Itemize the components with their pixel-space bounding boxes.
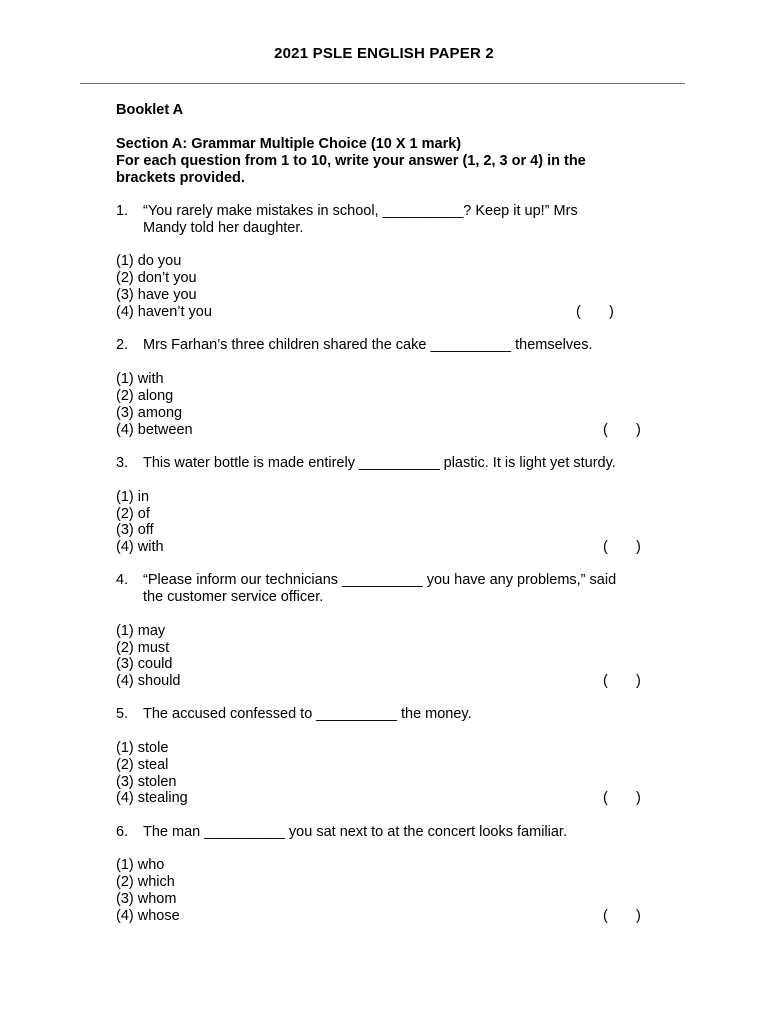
question-number: 4. xyxy=(116,572,129,588)
option-1: (1) who xyxy=(116,857,165,873)
option-4: (4) with xyxy=(116,539,164,555)
header-divider xyxy=(80,83,685,84)
question-text: “Please inform our technicians __________ you have any problems,” said xyxy=(143,572,617,588)
option-1: (1) do you xyxy=(116,253,182,269)
question-text: The man __________ you sat next to at the concert looks familiar. xyxy=(143,824,567,840)
option-2: (2) which xyxy=(116,874,175,890)
option-1: (1) with xyxy=(116,371,164,387)
question-text: “You rarely make mistakes in school, __________? Keep it up!” Mrs xyxy=(143,203,578,219)
option-2: (2) along xyxy=(116,388,174,404)
question-number: 6. xyxy=(116,824,129,840)
answer-bracket[interactable]: ( ) xyxy=(603,673,641,689)
section-instruction-cont: brackets provided. xyxy=(116,170,245,186)
question-number: 1. xyxy=(116,203,129,219)
answer-bracket[interactable]: ( ) xyxy=(603,790,641,806)
section-heading: Section A: Grammar Multiple Choice (10 X 1 mark) xyxy=(116,136,462,152)
question-text-cont: Mandy told her daughter. xyxy=(143,220,304,236)
option-2: (2) steal xyxy=(116,757,169,773)
question-number: 3. xyxy=(116,455,129,471)
question-text: The accused confessed to __________ the money. xyxy=(143,706,472,722)
question-text-cont: the customer service officer. xyxy=(143,589,324,605)
option-3: (3) among xyxy=(116,405,183,421)
question-text: This water bottle is made entirely __________ plastic. It is light yet sturdy. xyxy=(143,455,616,471)
booklet-heading: Booklet A xyxy=(116,102,184,118)
option-2: (2) don’t you xyxy=(116,270,197,286)
option-4: (4) haven’t you xyxy=(116,304,212,320)
question-text: Mrs Farhan’s three children shared the cake __________ themselves. xyxy=(143,337,593,353)
page-title: 2021 PSLE ENGLISH PAPER 2 xyxy=(274,45,494,62)
option-4: (4) should xyxy=(116,673,181,689)
option-3: (3) have you xyxy=(116,287,197,303)
option-3: (3) whom xyxy=(116,891,177,907)
option-1: (1) may xyxy=(116,623,166,639)
option-2: (2) of xyxy=(116,506,150,522)
answer-bracket[interactable]: ( ) xyxy=(603,908,641,924)
option-3: (3) could xyxy=(116,656,173,672)
answer-bracket[interactable]: ( ) xyxy=(603,539,641,555)
option-4: (4) between xyxy=(116,422,193,438)
option-1: (1) stole xyxy=(116,740,169,756)
option-3: (3) stolen xyxy=(116,774,177,790)
option-2: (2) must xyxy=(116,640,170,656)
answer-bracket[interactable]: ( ) xyxy=(576,304,614,320)
option-4: (4) stealing xyxy=(116,790,188,806)
option-4: (4) whose xyxy=(116,908,180,924)
section-instruction: For each question from 1 to 10, write your answer (1, 2, 3 or 4) in the xyxy=(116,153,586,169)
option-1: (1) in xyxy=(116,489,150,505)
question-number: 5. xyxy=(116,706,129,722)
answer-bracket[interactable]: ( ) xyxy=(603,422,641,438)
question-number: 2. xyxy=(116,337,129,353)
option-3: (3) off xyxy=(116,522,154,538)
